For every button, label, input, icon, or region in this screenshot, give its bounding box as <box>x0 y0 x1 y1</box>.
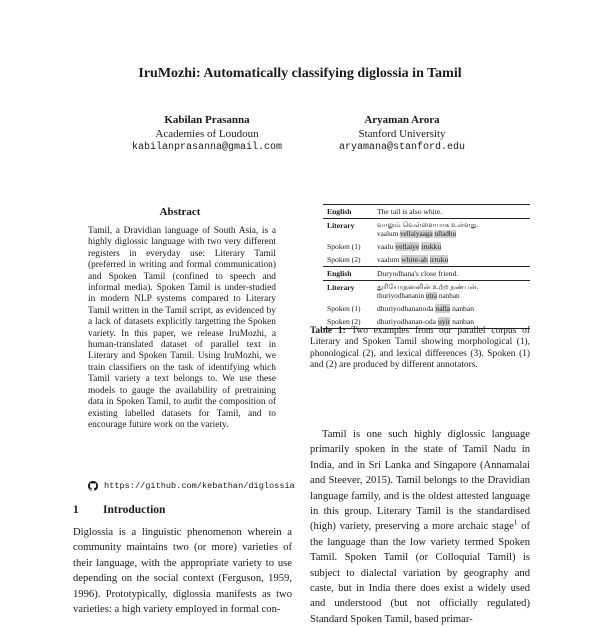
paper-title: IruMozhi: Automatically classifying diglossia in Tamil <box>138 66 462 81</box>
introduction-text: Diglossia is a linguistic phenomenon wherein a community maintains two (or more) varieties of their language, with the appropriate variety to use depending on the social context (Ferguson, 1959, 1996). Prototypically, diglossia manifests as two varieties: a high variety employed in formal con- <box>73 527 292 616</box>
highlighted-word: irruku <box>429 255 449 264</box>
abstract-heading: Abstract <box>159 206 201 218</box>
word: dhuriyodhanan-oda <box>377 317 438 326</box>
table-row <box>323 219 530 241</box>
row-label: Literary <box>323 281 373 303</box>
row-label: English <box>323 267 373 281</box>
table-caption <box>310 326 530 372</box>
paragraph-text: of the language than the low variety termed Spoken Tamil. Spoken Tamil (or Colloquial Tamil) is subject to dialectal variation by geography and caste, but in India there does exist a widely used and understood (but not officially regulated) Standard Spoken Tamil, based primar- <box>310 521 530 625</box>
abstract-text: Tamil, a Dravidian language of South Asia, is a highly diglossic language with two very different registers in everyday use: Literary Tamil (preferred in writing and formal communication) and Spoken Tamil (confined to speech and informal media). Spoken Tamil is under-studied in modern NLP systems compared to Literary Tamil written in the Tamil script, as evidenced by a lack of datasets explicitly targetting the Spoken variety. In this paper, we release IruMozhi, a human-translated dataset of parallel text in Literary and Spoken Tamil. Using IruMozhi, we train classifiers on the task of identifying which Tamil variety a text belongs to. We use these models to gauge the availability of pretraining data in Spoken Tamil, to audit the composition of existing labelled datasets for Tamil, and to encourage future work on the variety. <box>88 226 276 430</box>
word: dhuriyodhananoda <box>377 304 436 313</box>
section-heading <box>73 504 165 516</box>
word: vaalum <box>377 255 402 264</box>
english-text: Duryodhana's close friend. <box>373 267 530 281</box>
author-affiliation: Stanford University <box>358 128 446 140</box>
row-label: Literary <box>323 219 373 241</box>
author-affiliation: Academies of Loudoun <box>155 128 259 140</box>
highlighted-word: nalla <box>435 304 451 313</box>
author-name: Aryaman Arora <box>364 114 440 126</box>
github-link[interactable] <box>88 481 303 491</box>
highlighted-word: white-ah <box>401 255 428 264</box>
highlighted-word: vellaiyaaga <box>399 230 433 238</box>
word: vaalu <box>377 242 396 251</box>
row-label: Spoken (2) <box>327 255 361 264</box>
word: nanban <box>437 292 460 300</box>
highlighted-word: irukku <box>421 242 442 251</box>
highlighted-word: vellaiye <box>395 242 420 251</box>
github-url[interactable]: https://github.com/kebathan/diglossia <box>104 481 295 491</box>
tamil-script: வாலும் வெள்ளையாக உள்ளது. <box>377 221 479 229</box>
table-row <box>323 302 530 315</box>
transliteration <box>377 292 530 300</box>
word: thuriyodhananin <box>377 292 426 300</box>
word: vaalum <box>377 230 400 238</box>
table-row <box>323 253 530 267</box>
caption-text: Two examples from our parallel corpus of Literary and Spoken Tamil showing morphological (1), phonological (2), and lexical differences (3). Spoken (1) and (2) are produced by different annotators. <box>310 326 530 371</box>
transliteration <box>377 230 530 238</box>
literary-cell <box>373 281 530 303</box>
row-label: Spoken (1) <box>327 242 361 251</box>
highlighted-word: utra <box>425 292 438 300</box>
tamil-script: துரியோதனனின் உற்ற நண்பன். <box>377 283 479 291</box>
literary-cell <box>373 219 530 241</box>
footnote-marker[interactable]: 1 <box>513 518 518 527</box>
caption-label: Table 1: <box>310 326 346 336</box>
table-row <box>323 267 530 281</box>
paragraph-text: Tamil is one such highly diglossic language primarily spoken in the state of Tamil Nadu in India, and in Sri Lanka and Singapore (Annamalai and Steever, 2015). Tamil belongs to the Dravidian language family, and is the oldest attested language in this group. Literary Tamil is the standardised (high) variety, preserving a more archaic stage <box>310 429 530 533</box>
word: nanban <box>450 317 475 326</box>
author-2 <box>302 113 502 155</box>
word: nanban <box>450 304 475 313</box>
section-title: Introduction <box>103 504 166 516</box>
author-email[interactable]: aryamana@stanford.edu <box>338 142 466 153</box>
table-row <box>323 281 530 303</box>
highlighted-word: uyir <box>437 317 451 326</box>
table-row <box>323 205 530 219</box>
github-icon <box>88 481 98 491</box>
author-email[interactable]: kabilanprasanna@gmail.com <box>131 142 283 153</box>
parallel-corpus-table <box>323 204 530 329</box>
english-text: The tail is also white. <box>373 205 530 219</box>
row-label: Spoken (1) <box>327 304 361 313</box>
row-label: English <box>323 205 373 219</box>
table-row <box>323 240 530 253</box>
author-1 <box>107 113 307 155</box>
spoken-cell <box>373 240 530 253</box>
section-number: 1 <box>73 504 79 516</box>
spoken-cell <box>373 253 530 267</box>
row-label: Spoken (2) <box>323 315 373 329</box>
author-name: Kabilan Prasanna <box>164 114 250 126</box>
body-paragraph <box>310 427 530 627</box>
spoken-cell <box>373 302 530 315</box>
highlighted-word: ulladhu <box>434 230 457 238</box>
